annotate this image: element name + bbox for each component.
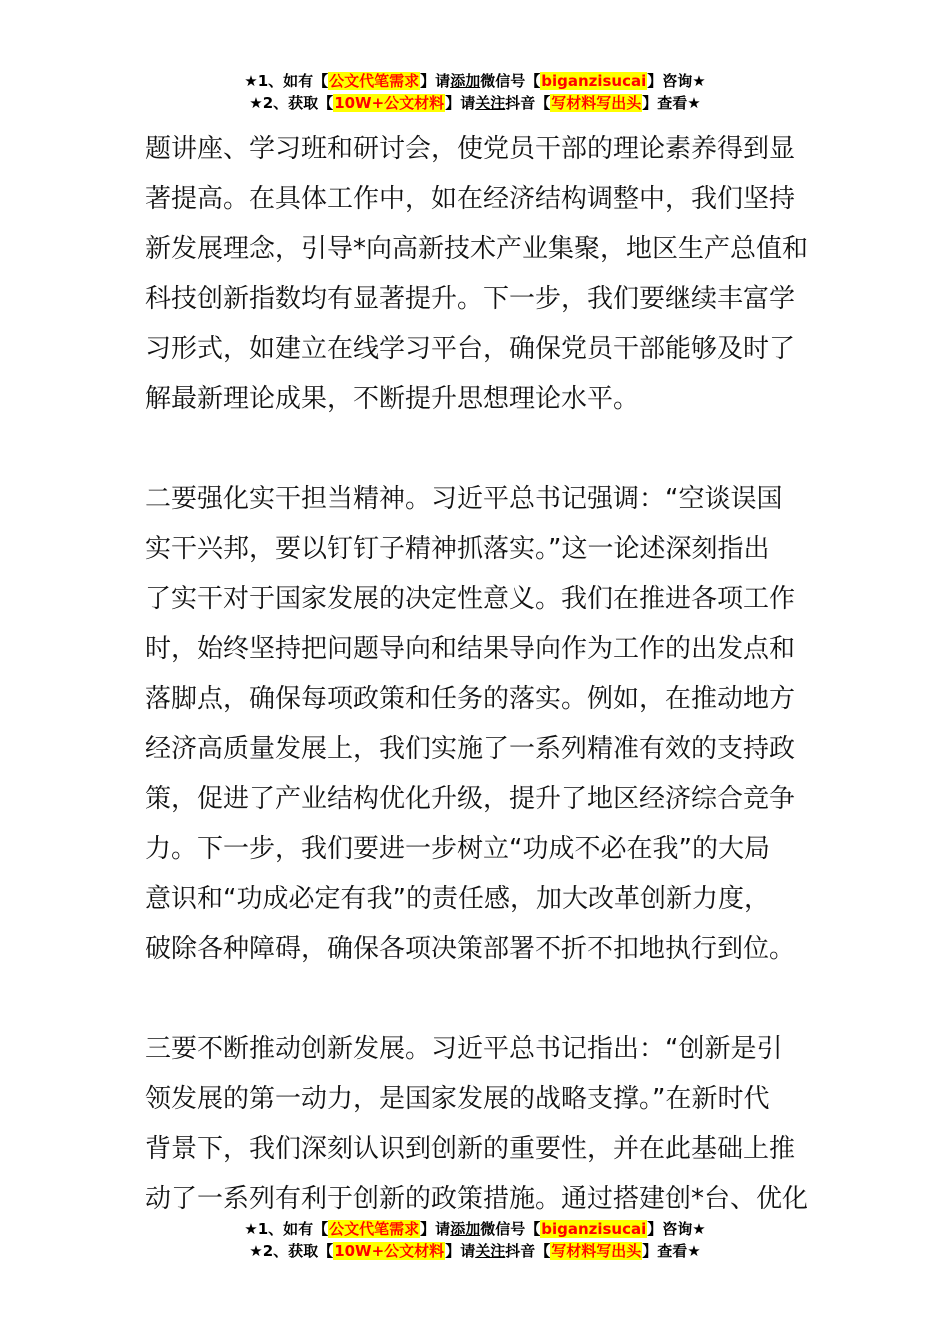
header-banner (0, 70, 950, 114)
banner-highlight-service: 公文代笔需求 (329, 1220, 420, 1238)
text-line: 科技创新指数均有显著提升。下一步，我们要继续丰富学 (145, 284, 796, 314)
text-line: 题讲座、学习班和研讨会，使党员干部的理论素养得到显 (145, 134, 796, 164)
paragraph-3 (145, 1024, 810, 1224)
banner-text: 】请 (445, 1242, 476, 1260)
banner-line-2 (0, 92, 950, 114)
banner-text: 微信号【 (480, 72, 541, 90)
banner-highlight-materials: 10W+公文材料 (334, 94, 445, 112)
banner-highlight-wechat-id: biganzisucai (541, 1220, 647, 1238)
text-line: 习形式，如建立在线学习平台，确保党员干部能够及时了 (145, 334, 796, 364)
banner-text: 抖音【 (505, 1242, 551, 1260)
text-line: 著提高。在具体工作中，如在经济结构调整中，我们坚持 (145, 184, 796, 214)
text-line: 动了一系列有利于创新的政策措施。通过搭建创*台、优化 (145, 1184, 809, 1214)
text-line: 时，始终坚持把问题导向和结果导向作为工作的出发点和 (145, 634, 796, 664)
text-line: 新发展理念，引导*向高新技术产业集聚，地区生产总值和 (145, 234, 809, 264)
footer-banner (0, 1218, 950, 1262)
banner-text: 】咨询★ (647, 1220, 706, 1238)
banner-text: ★2、获取【 (249, 94, 334, 112)
paragraph-1 (145, 124, 810, 424)
banner-text: ★2、获取【 (249, 1242, 334, 1260)
banner-text: 】查看★ (642, 1242, 701, 1260)
banner-text: 抖音【 (505, 94, 551, 112)
text-line: 策，促进了产业结构优化升级，提升了地区经济综合竞争 (145, 784, 796, 814)
paragraph-spacer (145, 424, 810, 474)
banner-underline-follow: 关注 (475, 94, 506, 112)
banner-text: 】请 (420, 1220, 451, 1238)
banner-highlight-douyin-id: 写材料写出头 (551, 1242, 642, 1260)
document-body (145, 124, 810, 1224)
banner-underline-follow: 关注 (475, 1242, 506, 1260)
text-line: 实干兴邦，要以钉钉子精神抓落实。”这一论述深刻指出 (145, 534, 770, 564)
banner-text: 】查看★ (642, 94, 701, 112)
text-line: 破除各种障碍，确保各项决策部署不折不扣地执行到位。 (145, 934, 796, 964)
banner-line-1 (0, 70, 950, 92)
banner-underline-add: 添加 (450, 72, 481, 90)
text-line: 解最新理论成果，不断提升思想理论水平。 (145, 384, 640, 414)
text-line: 了实干对于国家发展的决定性意义。我们在推进各项工作 (145, 584, 796, 614)
paragraph-spacer (145, 974, 810, 1024)
text-line: 经济高质量发展上，我们实施了一系列精准有效的支持政 (145, 734, 796, 764)
banner-line-2 (0, 1240, 950, 1262)
banner-line-1 (0, 1218, 950, 1240)
banner-text: 】咨询★ (647, 72, 706, 90)
banner-text: ★1、如有【 (244, 1220, 329, 1238)
banner-highlight-douyin-id: 写材料写出头 (551, 94, 642, 112)
text-line: 三要不断推动创新发展。习近平总书记指出：“创新是引 (145, 1034, 783, 1064)
banner-text: 】请 (445, 94, 476, 112)
banner-highlight-wechat-id: biganzisucai (541, 72, 647, 90)
banner-text: 微信号【 (480, 1220, 541, 1238)
banner-underline-add: 添加 (450, 1220, 481, 1238)
banner-text: ★1、如有【 (244, 72, 329, 90)
paragraph-2 (145, 474, 810, 974)
text-line: 落脚点，确保每项政策和任务的落实。例如，在推动地方 (145, 684, 796, 714)
banner-highlight-materials: 10W+公文材料 (334, 1242, 445, 1260)
banner-highlight-service: 公文代笔需求 (329, 72, 420, 90)
banner-text: 】请 (420, 72, 451, 90)
text-line: 背景下，我们深刻认识到创新的重要性，并在此基础上推 (145, 1134, 796, 1164)
text-line: 意识和“功成必定有我”的责任感，加大改革创新力度， (145, 884, 770, 914)
text-line: 力。下一步，我们要进一步树立“功成不必在我”的大局 (145, 834, 770, 864)
text-line: 二要强化实干担当精神。习近平总书记强调：“空谈误国 (145, 484, 783, 514)
text-line: 领发展的第一动力，是国家发展的战略支撑。”在新时代 (145, 1084, 770, 1114)
